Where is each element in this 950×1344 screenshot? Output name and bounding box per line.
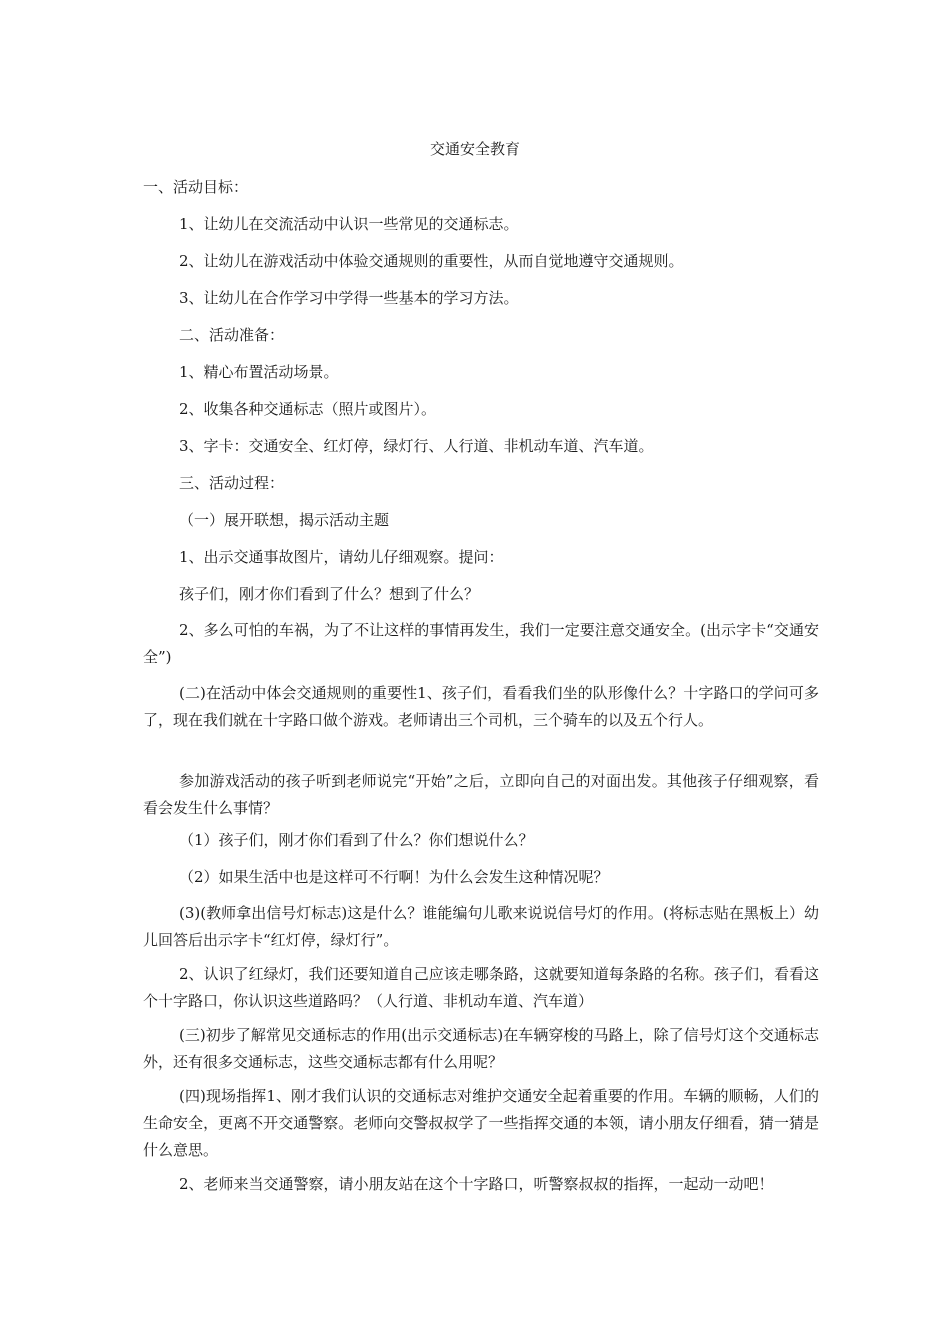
process-question-1: 孩子们，刚才你们看到了什么？想到了什么？ [179, 585, 480, 603]
process-step-1: 1、出示交通事故图片，请幼儿仔细观察。提问： [179, 548, 504, 566]
document-title: 交通安全教育 [429, 140, 520, 158]
section-heading-goals: 一、活动目标： [143, 178, 249, 196]
section-heading-preparation: 二、活动准备： [179, 326, 285, 344]
preparation-item-1: 1、精心布置活动场景。 [179, 363, 339, 381]
paragraph-police-game: 2、老师来当交通警察，请小朋友站在这个十字路口，听警察叔叔的指挥，一起动一动吧！ [179, 1175, 774, 1193]
paragraph-safety-card: 2、多么可怕的车祸，为了不让这样的事情再发生，我们一定要注意交通安全。(出示字卡“交通安全”) [143, 621, 819, 666]
paragraph-traffic-rules-game: (二)在活动中体会交通规则的重要性1、孩子们，看看我们坐的队形像什么？十字路口的学问可多了，现在我们就在十字路口做个游戏。老师请出三个司机，三个骑车的以及五个行人。 [143, 684, 819, 729]
paragraph-road-names: 2、认识了红绿灯，我们还要知道自己应该走哪条路，这就要知道每条路的名称。孩子们，看看这个十字路口，你认识这些道路吗？（人行道、非机动车道、汽车道） [143, 965, 819, 1010]
question-2: （2）如果生活中也是这样可不行啊！为什么会发生这种情况呢？ [179, 868, 609, 886]
preparation-item-2: 2、收集各种交通标志（照片或图片）。 [179, 400, 437, 418]
question-1: （1）孩子们，刚才你们看到了什么？你们想说什么？ [179, 831, 534, 849]
goal-item-1: 1、让幼儿在交流活动中认识一些常见的交通标志。 [179, 215, 519, 233]
section-heading-process: 三、活动过程： [179, 474, 285, 492]
preparation-item-3: 3、字卡：交通安全、红灯停，绿灯行、人行道、非机动车道、汽车道。 [179, 437, 654, 455]
goal-item-2: 2、让幼儿在游戏活动中体验交通规则的重要性，从而自觉地遵守交通规则。 [179, 252, 684, 270]
paragraph-signal-light: (3)(教师拿出信号灯标志)这是什么？谁能编句儿歌来说说信号灯的作用。(将标志贴在黑板上）幼儿回答后出示字卡“红灯停，绿灯行”。 [143, 904, 819, 949]
paragraph-field-command: (四)现场指挥1、刚才我们认识的交通标志对维护交通安全起着重要的作用。车辆的顺畅，人们的生命安全，更离不开交通警察。老师向交警叔叔学了一些指挥交通的本领，请小朋友仔细看，猜一猜是什么意思。 [143, 1087, 819, 1159]
paragraph-traffic-signs: (三)初步了解常见交通标志的作用(出示交通标志)在车辆穿梭的马路上，除了信号灯这个交通标志外，还有很多交通标志，这些交通标志都有什么用呢？ [143, 1026, 819, 1071]
goal-item-3: 3、让幼儿在合作学习中学得一些基本的学习方法。 [179, 289, 519, 307]
paragraph-game-instructions: 参加游戏活动的孩子听到老师说完“开始”之后，立即向自己的对面出发。其他孩子仔细观察，看看会发生什么事情？ [143, 772, 819, 817]
process-subheading-1: （一）展开联想，揭示活动主题 [179, 511, 390, 529]
